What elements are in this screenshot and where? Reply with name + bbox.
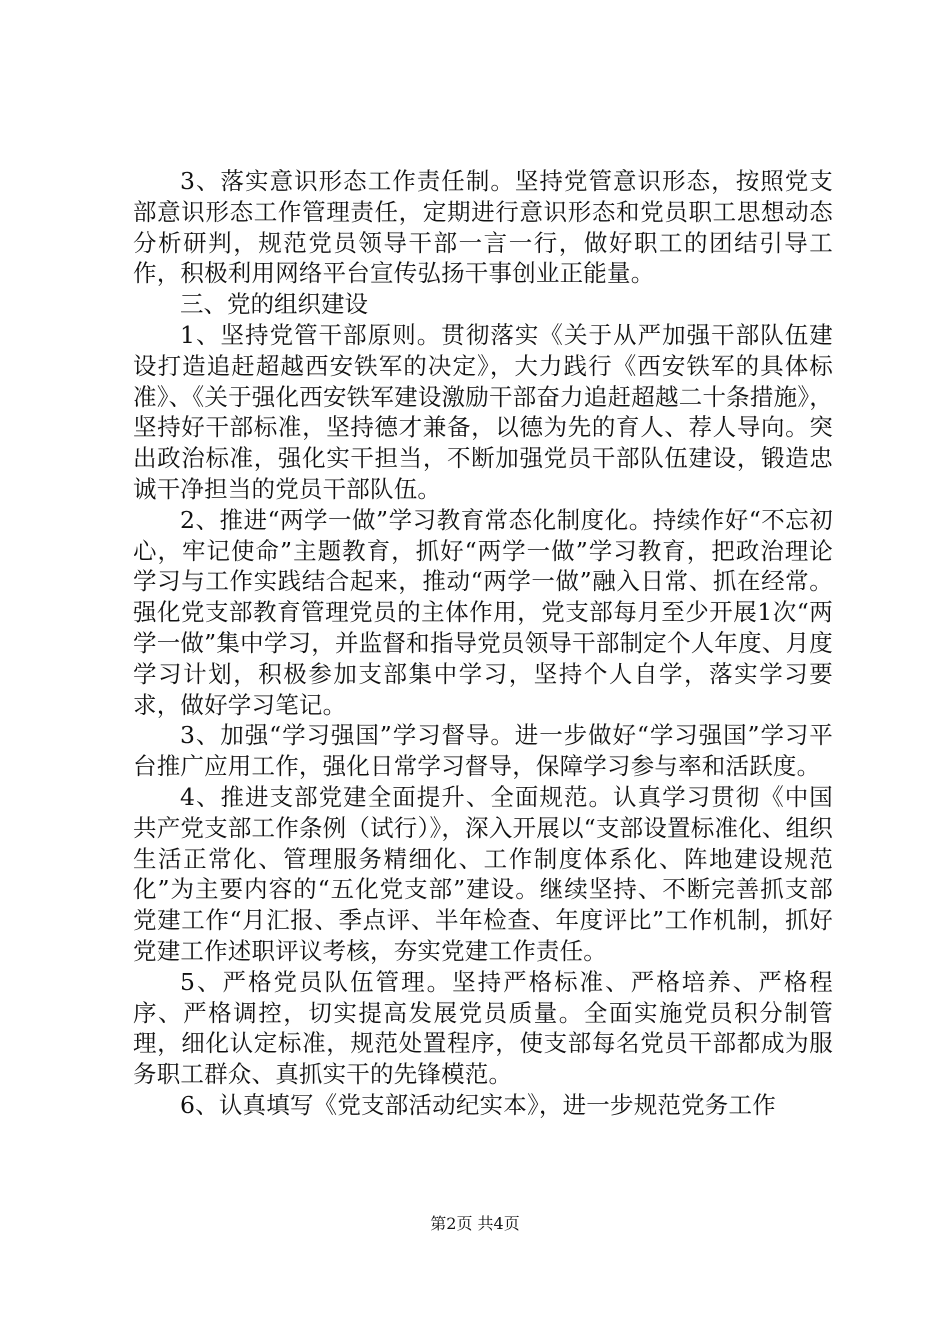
paragraph-activity-record: 6、认真填写《党支部活动纪实本》，进一步规范党务工作 [180, 1090, 776, 1119]
paragraph-xuexi-qiangguo: 3、加强“学习强国”学习督导。进一步做好“学习强国”学习平台推广应用工作，强化日常学习督导，保障学习参与率和活跃度。 [133, 721, 833, 781]
paragraph-branch-party-building: 4、推进支部党建全面提升、全面规范。认真学习贯彻《中国共产党支部工作条例（试行）》，深入开展以“支部设置标准化、组织生活正常化、管理服务精细化、工作制度体系化、阵地建设规范化”为主要内容的“五化党支部”建设。继续坚持、不断完善抓支部党建工作“月汇报、季点评、半年检查、年度评比”工作机制，抓好党建工作述职评议考核，夯实党建工作责任。 [133, 782, 833, 965]
section-heading-organization: 三、党的组织建设 [180, 290, 368, 319]
paragraph-member-management: 5、严格党员队伍管理。坚持严格标准、严格培养、严格程序、严格调控，切实提高发展党员质量。全面实施党员积分制管理，细化认定标准，规范处置程序，使支部每名党员干部都成为服务职工群众、真抓实干的先锋模范。 [133, 967, 833, 1089]
paragraph-cadre-management: 1、坚持党管干部原则。贯彻落实《关于从严加强干部队伍建设打造追赶超越西安铁军的决定》，大力践行《西安铁军的具体标准》、《关于强化西安铁军建设激励干部奋力追赶超越二十条措施》，坚持好干部标准，坚持德才兼备，以德为先的育人、荐人导向。突出政治标准，强化实干担当，不断加强党员干部队伍建设，锻造忠诚干净担当的党员干部队伍。 [133, 320, 833, 503]
document-body [133, 166, 833, 1121]
page-number-footer: 第2页 共4页 [430, 1214, 520, 1233]
paragraph-ideology-responsibility: 3、落实意识形态工作责任制。坚持党管意识形态，按照党支部意识形态工作管理责任，定期进行意识形态和党员职工思想动态分析研判，规范党员领导干部一言一行，做好职工的团结引导工作，积极利用网络平台宣传弘扬干事创业正能量。 [133, 167, 833, 288]
paragraph-two-studies-one-action: 2、推进“两学一做”学习教育常态化制度化。持续作好“不忘初心，牢记使命”主题教育，抓好“两学一做”学习教育，把政治理论学习与工作实践结合起来，推动“两学一做”融入日常、抓在经常。强化党支部教育管理党员的主体作用，党支部每月至少开展1次“两学一做”集中学习，并监督和指导党员领导干部制定个人年度、月度学习计划，积极参加支部集中学习，坚持个人自学，落实学习要求，做好学习笔记。 [133, 505, 833, 719]
